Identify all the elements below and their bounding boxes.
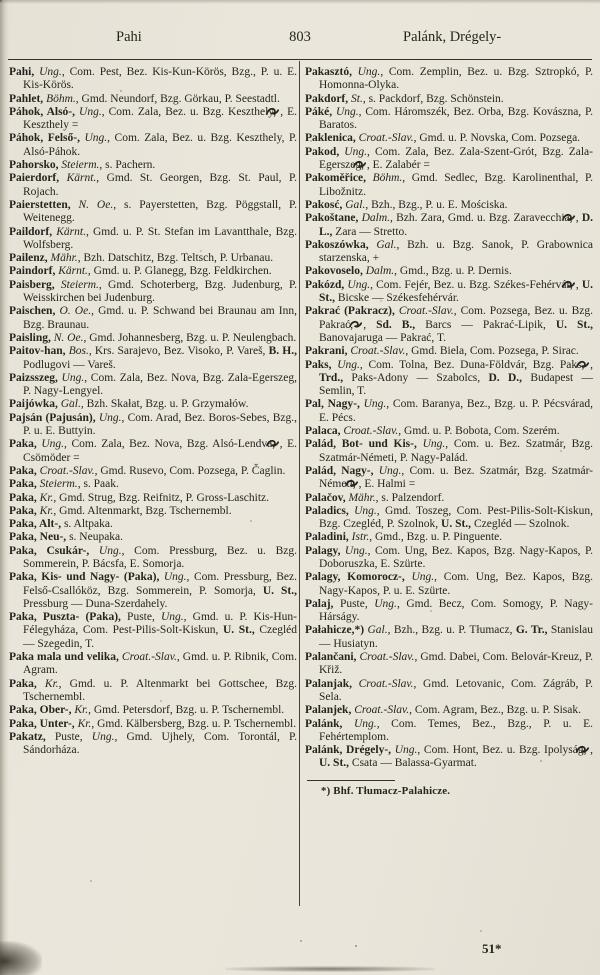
entry-text: Paka,: [9, 438, 37, 451]
entry-text: Paizsszeg,: [9, 371, 58, 384]
entry-text: Páhok, Felső-,: [9, 132, 80, 145]
entry-text: , Gmd. u. P. Ribnik, Com. Agram.: [23, 651, 297, 677]
entry-text: , Com. Zemplin, Bez. u. Bzg. Sztropkó, P. Homonna-Olyka.: [319, 66, 593, 92]
gazetteer-entry: [305, 305, 593, 345]
entry-text: U. St.,: [262, 584, 297, 597]
entry-text: Stanislau — Husiatyn.: [319, 624, 594, 650]
gazetteer-entry: [9, 478, 297, 491]
gazetteer-entry: [305, 571, 593, 598]
entry-text: Ung.: [89, 544, 122, 557]
entry-text: , Com. Pest, Bez. Kis-Kun-Körös, Bzg., P. u. E. Kis-Körös.: [23, 66, 297, 92]
entry-text: , Com. Háromszék, Bez. Orba, Bzg. Kovászna, P. Baratos.: [319, 105, 594, 132]
entry-text: , Com. Zala, Bez. Nova, Bzg. Zala-Egerszeg, P. Nagy-Lengyel.: [23, 371, 297, 398]
entry-text: Barcs — Pakrać-Lipik,: [415, 318, 556, 331]
entry-text: Palaj,: [305, 597, 334, 610]
header-rule: [8, 59, 592, 60]
entry-text: Gal.: [368, 238, 397, 251]
entry-text: Croat.-Slav.: [394, 305, 454, 318]
gazetteer-entry: [305, 239, 593, 266]
entry-text: , Com. Pressburg, Bez. Felső-Csallóköz, Bzg. Sommerein, P. Somorja,: [23, 571, 297, 597]
entry-text: Ung.: [95, 411, 122, 424]
entry-text: Paka,: [9, 677, 37, 690]
entry-text: Croat.-Slav.: [355, 132, 414, 145]
entry-text: , Com. Fejér, Bez. u. Bzg. Székes-Fehérvár,: [370, 278, 576, 291]
entry-text: Ung.: [75, 105, 102, 118]
entry-text: Palagy, Komorocz-,: [305, 571, 405, 584]
entry-text: , Gmd. u. P. Glanegg, Bzg. Feldkirchen.: [87, 265, 272, 278]
gazetteer-entry: [9, 172, 297, 199]
entry-text: , Gmd. Ujhely, Com. Torontál, P. Sándorháza.: [23, 730, 297, 757]
entry-text: Puste,: [45, 730, 92, 743]
entry-text: Paisling,: [9, 331, 51, 344]
footnote-text: *) Bhf. Tłumacz-Palahicze.: [321, 784, 451, 797]
entry-text: Csata — Balassa-Gyarmat.: [349, 757, 477, 770]
entry-text: Pailenz,: [9, 252, 48, 265]
header-left-keyword: Pahi: [116, 29, 142, 45]
gazetteer-entry: [305, 279, 593, 306]
entry-text: Kr.: [71, 704, 89, 717]
entry-text: ,: [590, 358, 593, 371]
entry-text: Kr.: [36, 491, 54, 504]
entry-text: , Gmd. Becz, Com. Somogy, P. Nagy-Hárságy.: [319, 597, 594, 624]
entry-text: , E. Halmi =: [358, 478, 416, 491]
entry-text: , Gmd. u. P. St. Stefan im Lavantthale, Bzg. Wolfsberg.: [23, 225, 297, 251]
entry-text: Ung.: [79, 132, 108, 145]
left-column: [9, 66, 297, 757]
entry-text: Ung.: [339, 145, 367, 158]
entry-text: , Gmd. Kälbersberg, Bzg. u. P. Tschernembl.: [91, 717, 297, 730]
entry-text: Palagy,: [305, 544, 341, 557]
entry-text: Ung.: [160, 611, 184, 624]
entry-text: Paierdorf,: [9, 172, 60, 185]
entry-text: Gal.: [342, 198, 366, 211]
entry-text: Palánk,: [305, 717, 343, 730]
gazetteer-entry: [305, 678, 593, 705]
gazetteer-entry: [305, 199, 593, 212]
entry-text: N. Oe.: [50, 331, 84, 344]
entry-text: Puste,: [120, 611, 161, 624]
entry-text: , Com. Tolna, Bez. Duna-Földvár, Bzg. Paks,: [359, 358, 591, 371]
entry-text: Pakosć,: [305, 198, 343, 211]
gazetteer-entry: [9, 651, 297, 678]
entry-text: , Gmd., Bzg. u. P. Pinguente.: [369, 531, 503, 544]
gazetteer-entry: [305, 718, 593, 745]
entry-text: Palánk, Drégely-,: [305, 744, 392, 757]
gazetteer-entry: [305, 505, 593, 532]
entry-text: Pakatz,: [9, 730, 46, 743]
entry-text: Paka,: [9, 491, 37, 504]
entry-text: , Com. Baranya, Bez., Bzg. u. P. Pécsvárad, E. Pécs.: [319, 398, 593, 424]
entry-text: Ung.: [348, 504, 377, 517]
gazetteer-entry: [9, 132, 297, 159]
gazetteer-entry: [305, 93, 593, 106]
paper-speckles: [0, 0, 2, 2]
page-header: [8, 29, 592, 49]
entry-text: Paka, Kis- und Nagy- (Paka),: [9, 571, 160, 584]
entry-text: U. St.,: [319, 757, 350, 770]
entry-text: , Com. Agram, Bez., Bzg. u. P. Sisak.: [409, 704, 582, 717]
entry-text: Pakoszówka,: [305, 238, 369, 251]
entry-text: Kärnt.: [52, 225, 86, 238]
entry-text: , Gmd. Rusevo, Com. Pozsega, P. Čaglin.: [94, 464, 286, 477]
gazetteer-entry: [9, 518, 297, 531]
entry-text: ,: [575, 278, 582, 291]
entry-text: , Bzh. u. Bzg. Sanok, P. Grabownica starzenska, +: [319, 238, 594, 265]
gazetteer-entry: [305, 492, 593, 505]
entry-text: Croat.-Slav.: [356, 651, 415, 664]
entry-text: , Gmd. u. P. Schwand bei Braunau am Inn, Bzg. Braunau.: [23, 305, 297, 331]
gazetteer-entry: [9, 305, 297, 332]
entry-text: Paka, Unter-,: [9, 717, 75, 730]
entry-text: Ung.: [359, 398, 387, 411]
gazetteer-entry: [9, 492, 297, 505]
scan-bottom-smudge: [225, 966, 435, 972]
entry-text: Ung.: [36, 438, 65, 451]
gazetteer-entry: [9, 279, 297, 306]
entry-text: , Krs. Sarajevo, Bez. Visoko, P. Vareš,: [88, 345, 269, 358]
gazetteer-entry: [9, 398, 297, 411]
entry-text: , Com. Hont, Bez. u. Bzg. Ipolyság,: [417, 744, 591, 757]
entry-text: Croat.-Slav.: [118, 651, 177, 664]
entry-text: Ung.: [34, 66, 62, 78]
entry-text: Pahlet,: [9, 92, 44, 105]
entry-text: Paka, Puszta- (Paka),: [9, 611, 121, 624]
entry-text: Dalm.: [358, 212, 391, 225]
entry-text: , Com. Zala, Bez. u. Bzg. Keszthely, P. Alsó-Páhok.: [23, 132, 297, 158]
entry-text: , Gmd. Altenmarkt, Bzg. Tschernembl.: [53, 504, 232, 517]
gazetteer-entry: [9, 465, 297, 478]
entry-text: B. H.,: [268, 345, 297, 358]
gazetteer-entry: [305, 265, 593, 278]
entry-text: s. Altpaka.: [61, 518, 113, 531]
entry-text: Pahorsko,: [9, 159, 59, 172]
entry-text: , Gmd. u. P. Altenmarkt bei Gottschee, Bzg. Tschernembl.: [23, 677, 297, 703]
gazetteer-entry: [9, 66, 297, 93]
footnote-rule: [307, 780, 395, 781]
entry-text: Paka,: [9, 464, 37, 477]
entry-text: Ung.: [331, 358, 360, 371]
entry-text: Bos.: [65, 345, 89, 358]
entry-text: Pakrani,: [305, 345, 348, 358]
entry-text: Sd. B.,: [376, 318, 416, 331]
gazetteer-entry: [305, 345, 593, 358]
gazetteer-entry: [305, 531, 593, 544]
entry-text: Podlugovi — Vareš.: [23, 358, 116, 371]
entry-text: , Gmd. Johannesberg, Bzg. u. P. Neulengbach.: [83, 331, 297, 344]
gazetteer-entry: [305, 132, 593, 145]
entry-text: Steierm.: [36, 478, 78, 491]
entry-text: Paka, Neu-,: [9, 531, 67, 544]
gazetteer-entry: [305, 465, 593, 492]
entry-text: Páhok, Alsó-,: [9, 105, 76, 118]
entry-text: Pal, Nagy-,: [305, 398, 360, 411]
header-right-keyword: Palánk, Drégely-: [403, 29, 502, 45]
entry-text: , Com. Ung, Bez. Kapos, Bzg. Nagy-Kapos, P. Doboruszka, E. Szürte.: [319, 544, 593, 570]
entry-text: Böhm.: [43, 92, 76, 105]
gazetteer-entry: [305, 624, 593, 651]
entry-text: , Bzh. Zara, Gmd. u. Bzg. Zaravecchia,: [390, 212, 576, 225]
gazetteer-entry: [305, 651, 593, 678]
entry-text: Paladics,: [305, 504, 349, 517]
entry-text: , Gmd. Petersdorf, Bzg. u. P. Tschernembl.: [88, 704, 285, 717]
entry-text: U. St.,: [555, 318, 594, 331]
entry-text: Kr.: [74, 717, 92, 730]
gazetteer-entry: [9, 718, 297, 731]
entry-text: Pressburg — Duna-Szerdahely.: [23, 597, 168, 610]
entry-text: Istr.: [348, 531, 370, 544]
printer-signature: 51*: [482, 941, 502, 956]
entry-text: U. St.,: [319, 278, 594, 305]
entry-text: Pakoměřice,: [305, 172, 366, 185]
entry-text: , E. Keszthely =: [23, 105, 297, 132]
entry-text: Ung.: [159, 571, 187, 584]
entry-text: Palanjek,: [305, 704, 352, 717]
entry-text: Steierm.: [54, 278, 99, 291]
entry-text: , Com. Temes, Bez., Bzg., P. u. E. Fehértemplom.: [319, 717, 593, 743]
entry-text: Paka, Csukár-,: [9, 544, 90, 557]
gazetteer-entry: [9, 159, 297, 172]
entry-text: Palačov,: [305, 491, 346, 504]
entry-text: ,: [575, 212, 582, 225]
right-column: [305, 66, 593, 798]
entry-text: , Com. Zala, Bez. u. Bzg. Keszthely,: [101, 105, 281, 118]
entry-text: , Bzh., Bzg., P. u. E. Mościska.: [365, 198, 508, 211]
gazetteer-entry: [9, 704, 297, 717]
entry-text: , Com. Zala, Bez. Zala-Szent-Grót, Bzg. Zala-Egerszeg,: [319, 145, 593, 172]
entry-text: Pakasztó,: [305, 66, 352, 78]
entry-text: , Com. Pressburg, Bez. u. Bzg. Sommerein, P. Bácsfa, E. Somorja.: [23, 544, 298, 570]
entry-text: , s. Packdorf, Bzg. Schönstein.: [362, 92, 504, 105]
entry-text: Paka mala und velika,: [9, 651, 119, 664]
entry-text: , Gmd. Schoterberg, Bzg. Judenburg, P. Weisskirchen bei Judenburg.: [23, 278, 297, 305]
entry-text: , E. Zalabér =: [366, 159, 430, 172]
entry-text: U. St.,: [441, 518, 472, 531]
entry-text: Ung.: [374, 597, 397, 610]
entry-text: Paildorf,: [9, 225, 53, 238]
entry-text: Croat.-Slav.: [351, 704, 410, 717]
entry-text: , s. Palzendorf.: [375, 491, 445, 504]
entry-text: Ung.: [351, 66, 381, 78]
entry-text: Ung.: [57, 371, 85, 384]
entry-text: Ung.: [342, 717, 377, 730]
entry-text: Paladini,: [305, 531, 349, 544]
entry-text: , Com. u. Bez. Szatmár, Bzg. Szatmár-Németi,: [319, 464, 594, 491]
entry-text: Paka, Alt-,: [9, 518, 62, 531]
entry-text: , Gmd. Dabei, Com. Belovár-Kreuz, P. Křiž.: [319, 651, 593, 677]
gazetteer-entry: [9, 372, 297, 399]
entry-text: Ung.: [340, 544, 368, 557]
entry-text: , Com. Arad, Bez. Boros-Sebes, Bzg., P. u. E. Buttyin.: [23, 411, 297, 438]
gazetteer-entry: [9, 265, 297, 278]
gazetteer-entry: [9, 438, 297, 465]
entry-text: Paindorf,: [9, 265, 56, 278]
entry-text: Paierstetten,: [9, 198, 71, 211]
entry-text: Palád, Bot- und Kis-,: [305, 438, 417, 451]
entry-text: Pakoštane,: [305, 212, 359, 225]
entry-text: Paklenica,: [305, 132, 356, 145]
entry-text: , Com. Ung, Bez. Kapos, Bzg. Nagy-Kapos, P. u. E. Szürte.: [319, 571, 593, 597]
entry-text: , Gmd. St. Georgen, Bzg. St. Paul, P. Rojach.: [23, 172, 297, 198]
entry-text: Kr.: [36, 677, 59, 690]
gazetteer-entry: [9, 345, 297, 372]
entry-text: Paka, Ober-,: [9, 704, 72, 717]
entry-text: U. St.,: [222, 624, 255, 637]
entry-text: D. L.,: [319, 212, 593, 238]
gazetteer-entry: [305, 146, 593, 173]
gazetteer-entry: [9, 731, 297, 758]
scan-left-edge-shadow: [0, 0, 9, 975]
entry-text: Zara — Stretto.: [332, 225, 408, 238]
gazetteer-entry: [9, 571, 297, 611]
gazetteer-entry: [9, 332, 297, 345]
gazetteer-entry: [9, 505, 297, 518]
gazetteer-entry: [9, 226, 297, 253]
page-number: 803: [289, 29, 311, 45]
entry-text: Pałahicze,*): [305, 624, 365, 637]
entry-text: Böhm.: [366, 172, 403, 185]
entry-text: , Com. Zala, Bez. Nova, Bzg. Alsó-Lendva,: [64, 438, 280, 451]
entry-text: , Bzh., Bzg. u. P. Tłumacz,: [387, 624, 516, 637]
entry-text: , E. Csömöder =: [23, 438, 297, 464]
entry-text: Gal.: [57, 398, 81, 411]
gazetteer-entry: [305, 704, 593, 717]
gazetteer-entry: [305, 359, 593, 399]
entry-text: , Gmd. Biela, Com. Pozsega, P. Sirac.: [405, 345, 579, 358]
gazetteer-entry: [9, 252, 297, 265]
entry-text: Trd.,: [319, 371, 344, 384]
gazetteer-entry: [305, 212, 593, 239]
entry-text: Paka,: [9, 478, 37, 491]
gazetteer-entry: [305, 66, 593, 93]
gazetteer-entry: [305, 744, 593, 771]
entry-text: , Gmd. Neundorf, Bzg. Görkau, P. Seestadtl.: [75, 92, 280, 105]
gazetteer-entry: [305, 545, 593, 572]
entry-text: Pakdorf,: [305, 92, 349, 105]
entry-text: Pakrać (Pakracz),: [305, 305, 395, 318]
gazetteer-entry: [305, 598, 593, 625]
gazetteer-entry: [9, 93, 297, 106]
entry-text: , Gmd. u. P. Novska, Com. Pozsega.: [413, 132, 581, 145]
entry-text: Mähr.: [47, 252, 78, 265]
entry-text: Kärnt.: [55, 265, 88, 278]
entry-text: Paks,: [305, 358, 332, 371]
entry-text: Bicske — Székesfehérvár.: [334, 292, 459, 305]
entry-text: Pajsán (Pajusán),: [9, 411, 96, 424]
entry-text: G. Tr.,: [515, 624, 548, 637]
entry-text: , Gmd. Strug, Bzg. Reifnitz, P. Gross-Laschitz.: [53, 491, 270, 504]
entry-text: Palančani,: [305, 651, 357, 664]
entry-text: , Gmd. Toszeg, Com. Pest-Pilis-Solt-Kiskun, Bzg. Czegléd, P. Szolnok,: [319, 504, 593, 531]
entry-text: Steierm.: [58, 159, 100, 172]
entry-text: , Bzh. Datschitz, Bzg. Teltsch, P. Urbanau.: [77, 252, 274, 265]
entry-text: O. Oe.: [55, 305, 92, 318]
column-divider: [299, 61, 300, 906]
entry-text: , Bzh. Skałat, Bzg. u. P. Grzymałów.: [80, 398, 249, 411]
entry-text: , Gmd., Bzg. u. P. Dernis.: [394, 265, 512, 278]
scan-top-edge-shadow: [0, 0, 600, 4]
entry-text: Croat.-Slav.: [347, 345, 406, 358]
entry-text: Kr.: [36, 504, 54, 517]
gazetteer-entry: [9, 545, 297, 572]
entry-text: Croat.-Slav.: [36, 464, 95, 477]
gazetteer-entry: [305, 106, 593, 133]
entry-text: Paks-Adony — Szabolcs,: [343, 371, 489, 384]
entry-text: Pahi,: [9, 66, 35, 78]
entry-text: Ung.: [344, 278, 371, 291]
entry-text: , s. Payerstetten, Bzg. Pöggstall, P. Weitenegg.: [23, 198, 297, 225]
entry-text: Paka,: [9, 504, 37, 517]
entry-text: Paitov-han,: [9, 345, 66, 358]
entry-text: Ung.: [404, 571, 435, 584]
entry-text: s. Neupaka.: [66, 531, 124, 544]
entry-text: ,: [590, 744, 593, 757]
entry-text: Puste,: [333, 597, 375, 610]
gazetteer-entry: [9, 412, 297, 439]
entry-text: ,: [363, 318, 377, 331]
entry-text: Croat.-Slav.: [340, 425, 399, 438]
entry-text: Pakod,: [305, 145, 340, 158]
entry-text: Páké,: [305, 105, 333, 118]
entry-text: Paischen,: [9, 305, 56, 318]
entry-text: St.: [348, 92, 363, 105]
entry-text: Ung.: [332, 105, 359, 118]
entry-text: D. D.,: [488, 371, 523, 384]
entry-text: , Com. u. Bez. Szatmár, Bzg. Szatmár-Németi, P. Nagy-Palád.: [319, 438, 593, 464]
gazetteer-entry: [9, 106, 297, 133]
gazetteer-entry: [9, 678, 297, 705]
gazetteer-entry: [305, 172, 593, 199]
entry-text: Ung.: [416, 438, 446, 451]
entry-text: Croat.-Slav.: [351, 677, 414, 690]
entry-text: Palád, Nagy-,: [305, 464, 374, 477]
entry-text: Kärnt.: [59, 172, 97, 185]
gazetteer-entry: [9, 531, 297, 544]
gazetteer-entry: [305, 398, 593, 425]
entry-text: , Gmd. Sedlec, Bzg. Karolinenthal, P. Libožnitz.: [319, 172, 593, 198]
entry-text: , s. Paak.: [77, 478, 119, 491]
entry-text: Banovajaruga — Pakrać, T.: [319, 331, 446, 344]
entry-text: Czegléd — Szolnok.: [471, 518, 570, 531]
entry-text: Mähr.: [345, 491, 376, 504]
entry-text: N. Oe.: [70, 198, 114, 211]
entry-text: Palaca,: [305, 425, 341, 438]
gazetteer-entry: [305, 438, 593, 465]
entry-text: Gal.: [364, 624, 388, 637]
entry-text: , Gmd. u. P. Bobota, Com. Szerém.: [398, 425, 560, 438]
entry-text: Pakovoselo,: [305, 265, 363, 278]
gazetteer-entry: [305, 425, 593, 438]
entry-text: Ung.: [91, 730, 115, 743]
entry-text: Budapest — Semlin, T.: [319, 371, 593, 398]
gazetteer-entry: [9, 199, 297, 226]
entry-text: Ung.: [391, 744, 418, 757]
entry-text: , s. Pachern.: [99, 159, 156, 172]
entry-text: Dalm.: [362, 265, 395, 278]
entry-text: Paijówka,: [9, 398, 58, 411]
entry-text: Czegléd — Szegedin, T.: [23, 624, 297, 650]
entry-text: Pakózd,: [305, 278, 345, 291]
entry-text: Ung.: [373, 464, 402, 477]
entry-text: , Gmd. u. P. Kis-Hun-Félegyháza, Com. Pest-Pilis-Solt-Kiskun,: [23, 611, 297, 637]
scan-corner-blob: [0, 941, 42, 975]
entry-text: , Com. Pozsega, Bez. u. Bzg. Pakrać,: [319, 305, 593, 331]
gazetteer-entry: [9, 611, 297, 651]
entry-text: Palanjak,: [305, 677, 352, 690]
entry-text: , Gmd. Letovanic, Com. Zágráb, P. Sela.: [319, 677, 593, 703]
entry-text: Paisberg,: [9, 278, 55, 291]
